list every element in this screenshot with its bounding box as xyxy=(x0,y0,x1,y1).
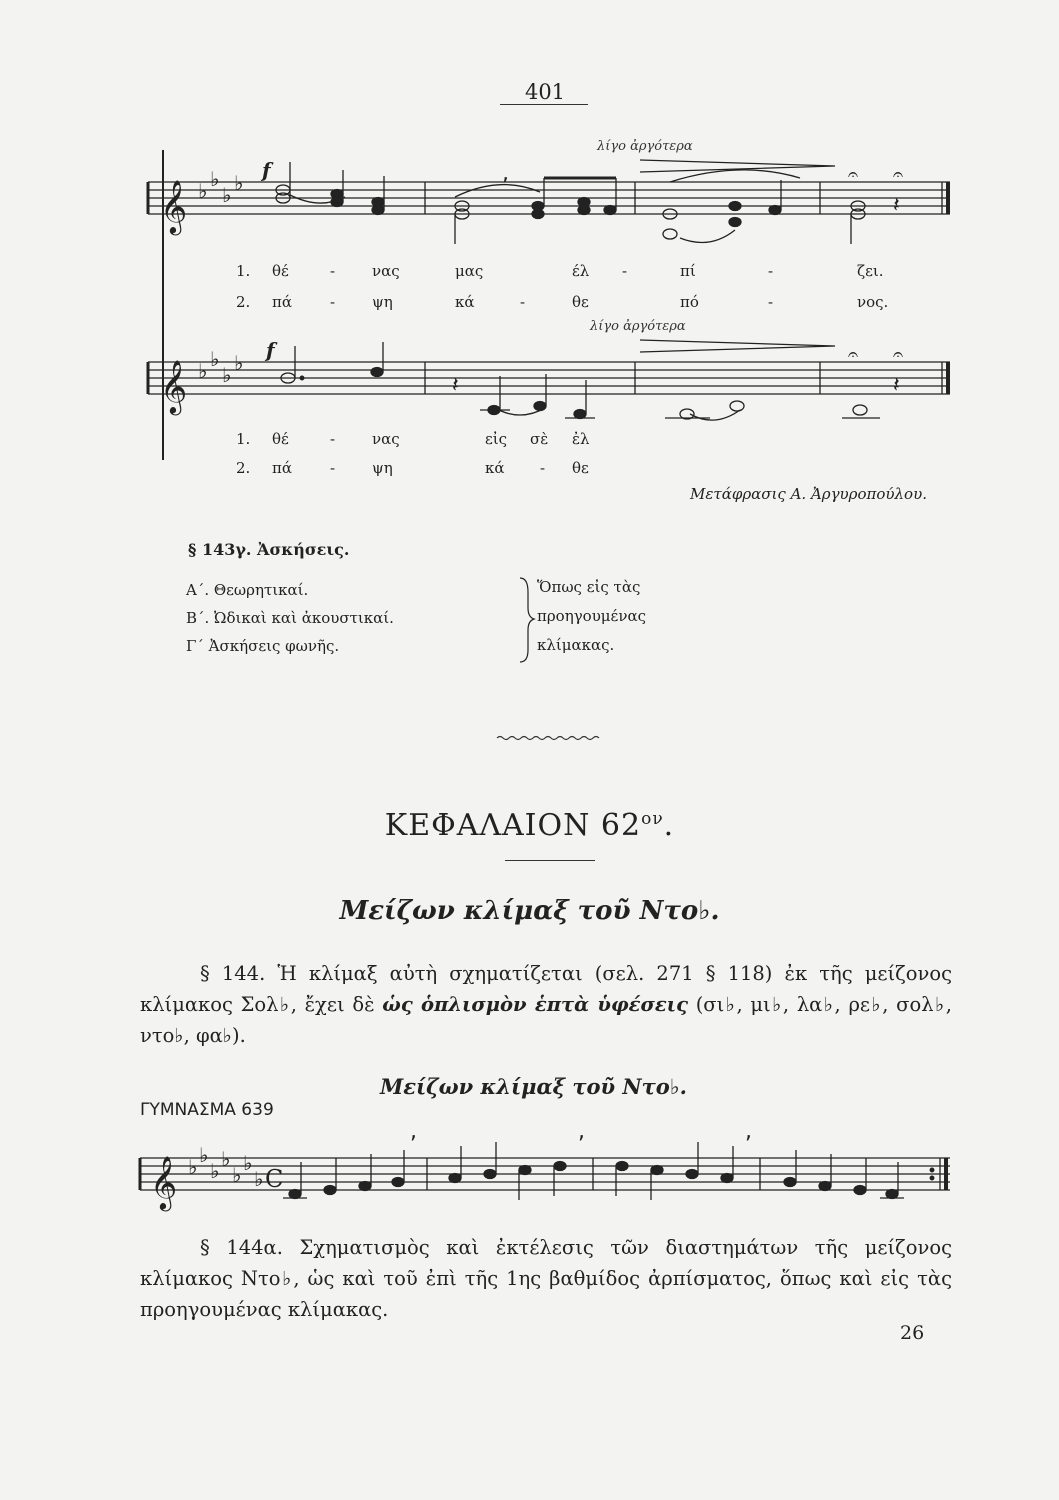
lyric-syllable: - xyxy=(768,262,774,280)
lyric-syllable: ψη xyxy=(372,293,393,311)
staff-2 xyxy=(148,362,950,394)
decrescendo-hairpin xyxy=(640,340,835,352)
dynamic-marking: f xyxy=(266,338,275,362)
staff-1 xyxy=(148,150,950,460)
dynamic-marking: f xyxy=(262,158,271,182)
paragraph-144: § 144. Ἡ κλίμαξ αὐτὴ σχηματίζεται (σελ. 271 § 118) ἐκ τῆς μείζονος κλίμακος Σολ♭, ἔχει δὲ ὡς ὁπλισμὸν ἑπτὰ ὑφέσεις (σι♭, μι♭, λα♭, ρε♭, σολ♭, ντο♭, φα♭). xyxy=(140,962,952,1047)
notes-staff-1 xyxy=(276,162,865,244)
lyric-syllable: 2. xyxy=(236,293,251,311)
exercise-item: Β΄. Ὠδικαὶ καὶ ἀκουστικαί. xyxy=(186,609,394,627)
lyric-syllable: νος. xyxy=(857,293,889,311)
lyric-syllable: θε xyxy=(572,293,589,311)
quarter-rest-icon: 𝄽 xyxy=(452,373,459,398)
svg-text:♭: ♭ xyxy=(210,1159,220,1183)
page-number: 401 xyxy=(524,80,566,104)
translation-attribution: Μετάφρασις Α. Ἀργυροπούλου. xyxy=(690,485,927,503)
lyric-syllable: 1. xyxy=(236,430,251,448)
lyric-syllable: ψη xyxy=(372,459,393,477)
treble-clef-icon: 𝄞 xyxy=(160,179,188,233)
notes-staff-3 xyxy=(283,1142,934,1200)
slur xyxy=(455,185,540,197)
lyric-syllable: 2. xyxy=(236,459,251,477)
exercise-item: Γ΄ Ἀσκήσεις φωνῆς. xyxy=(186,637,340,655)
lyric-syllable: θέ xyxy=(272,262,289,280)
lyric-syllable: - xyxy=(520,293,526,311)
breath-mark-icon: , xyxy=(410,1119,417,1144)
svg-text:♭: ♭ xyxy=(210,347,220,371)
treble-clef-icon: 𝄞 xyxy=(160,359,188,413)
exercise-item: Α΄. Θεωρητικαί. xyxy=(186,581,309,599)
svg-text:♭: ♭ xyxy=(210,167,220,191)
lyric-syllable: - xyxy=(330,459,336,477)
lyric-syllable: έλ xyxy=(572,262,590,280)
svg-text:♭: ♭ xyxy=(198,179,208,203)
lyric-syllable: - xyxy=(540,459,546,477)
svg-text:♭: ♭ xyxy=(234,171,244,195)
lyric-syllable: πά xyxy=(272,459,292,477)
tempo-marking: λίγο ἀργότερα xyxy=(597,139,693,154)
lyric-syllable: θε xyxy=(572,459,589,477)
slur xyxy=(680,230,735,243)
key-signature-flats xyxy=(188,1143,263,1191)
treble-clef-icon: 𝄞 xyxy=(150,1155,178,1209)
fermata-icon: 𝄐 xyxy=(893,344,904,365)
svg-text:♭: ♭ xyxy=(198,359,208,383)
paragraph-144a: § 144α. Σχηματισμὸς καὶ ἐκτέλεσις τῶν διαστημάτων τῆς μείζονος κλίμακος Ντο♭, ὡς καὶ τοῦ ἐπὶ τῆς 1ης βαθμίδος ἀρπίσματος, ὅπως καὶ εἰς τὰς προηγουμένας κλίμακας. xyxy=(140,1236,952,1321)
breath-mark-icon: , xyxy=(745,1119,752,1144)
fermata-icon: 𝄐 xyxy=(848,164,859,185)
breath-mark-icon: , xyxy=(578,1119,585,1144)
signature-number: 26 xyxy=(900,1322,925,1344)
svg-text:♭: ♭ xyxy=(221,1147,231,1171)
lyric-syllable: μας xyxy=(455,262,484,280)
chapter-subtitle: Μείζων κλίμαξ τοῦ Ντο♭. xyxy=(339,896,720,926)
lyric-syllable: ἐλ xyxy=(572,430,590,448)
exercise-note: προηγουμένας xyxy=(537,607,646,625)
lyric-syllable: νας xyxy=(372,262,400,280)
chapter-rule xyxy=(505,860,595,861)
lyric-syllable: - xyxy=(622,262,628,280)
lyric-syllable: κά xyxy=(455,293,475,311)
svg-text:♭: ♭ xyxy=(188,1155,198,1179)
lyric-syllable: - xyxy=(330,262,336,280)
svg-text:♭: ♭ xyxy=(243,1151,253,1175)
exercise-note: Ὅπως εἰς τὰς xyxy=(537,578,641,596)
lyric-syllable: πί xyxy=(680,262,696,280)
chapter-title: ΚΕΦΑΛΑΙΟΝ $62^{o\nu}$. xyxy=(384,808,675,843)
svg-text:♭: ♭ xyxy=(222,183,232,207)
lyric-syllable: σὲ xyxy=(530,430,549,448)
section-heading: § 143γ. Ἀσκήσεις. xyxy=(188,540,350,559)
key-signature-flats xyxy=(198,347,243,387)
lyric-syllable: θέ xyxy=(272,430,289,448)
exercise-title: Μείζων κλίμαξ τοῦ Ντο♭. xyxy=(380,1074,687,1099)
key-signature-flats xyxy=(198,167,243,207)
lyric-syllable: 1. xyxy=(236,262,251,280)
fermata-icon: 𝄐 xyxy=(893,164,904,185)
quarter-rest-icon: 𝄽 xyxy=(893,373,900,398)
lyric-syllable: - xyxy=(330,293,336,311)
svg-text:♭: ♭ xyxy=(232,1163,242,1187)
lyric-syllable: - xyxy=(768,293,774,311)
lyric-syllable: νας xyxy=(372,430,400,448)
lyric-syllable: - xyxy=(330,430,336,448)
common-time-icon: C xyxy=(265,1165,284,1193)
breath-mark-icon: , xyxy=(502,161,509,186)
lyric-syllable: ζει. xyxy=(857,262,884,280)
lyric-syllable: πά xyxy=(272,293,292,311)
exercise-note: κλίμακας. xyxy=(537,636,615,654)
svg-text:♭: ♭ xyxy=(222,363,232,387)
notes-staff-2 xyxy=(281,342,880,419)
lyric-syllable: κά xyxy=(485,459,505,477)
tempo-marking: λίγο ἀργότερα xyxy=(590,319,686,334)
quarter-rest-icon: 𝄽 xyxy=(893,193,900,218)
lyric-syllable: πό xyxy=(680,293,699,311)
fermata-icon: 𝄐 xyxy=(848,344,859,365)
exercise-label: ΓΥΜΝΑΣΜΑ 639 xyxy=(140,1100,274,1120)
svg-text:♭: ♭ xyxy=(199,1143,209,1167)
svg-text:♭: ♭ xyxy=(254,1167,264,1191)
svg-text:♭: ♭ xyxy=(234,351,244,375)
lyric-syllable: εἰς xyxy=(485,430,508,448)
